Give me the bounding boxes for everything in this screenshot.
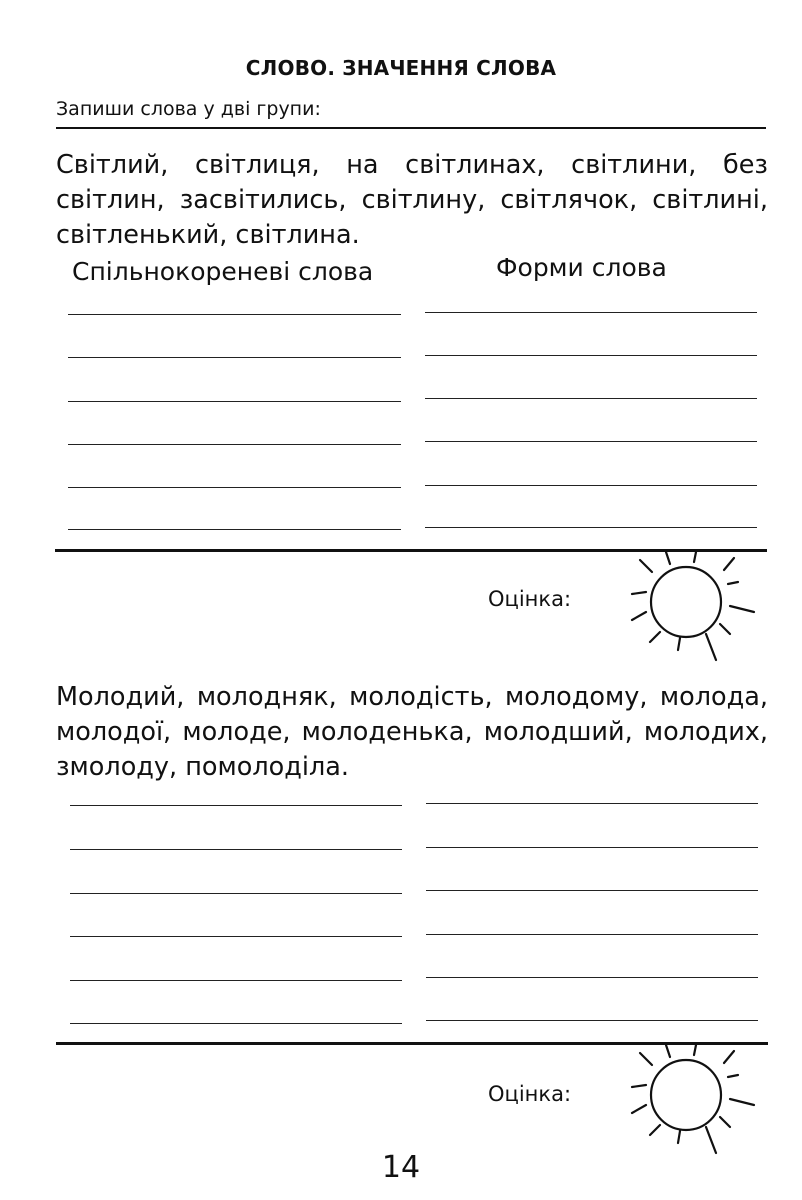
write-line[interactable]: [68, 529, 401, 530]
write-line[interactable]: [425, 527, 757, 528]
write-line[interactable]: [68, 357, 401, 358]
write-line[interactable]: [68, 314, 401, 315]
write-line[interactable]: [425, 441, 757, 442]
write-line[interactable]: [425, 398, 757, 399]
write-line[interactable]: [68, 401, 401, 402]
write-line[interactable]: [426, 934, 758, 935]
exercise1-words: Світлий, світлиця, на світлинах, світлини, без світлин, засвітились, світлину, світлячок, світлині, світленький, світлина.: [56, 150, 768, 250]
page-title: СЛОВО. ЗНАЧЕННЯ СЛОВА: [245, 56, 557, 80]
sun-icon: [624, 550, 764, 680]
write-line[interactable]: [70, 805, 402, 806]
write-line[interactable]: [70, 980, 402, 981]
grade-label: Оцінка:: [488, 1082, 572, 1106]
write-line[interactable]: [68, 444, 401, 445]
exercise1-col2-title: Форми слова: [496, 253, 667, 282]
page-number: 14: [381, 1150, 421, 1185]
write-line[interactable]: [425, 355, 757, 356]
write-line[interactable]: [70, 1023, 402, 1024]
write-line[interactable]: [425, 485, 757, 486]
instruction-underline: [56, 127, 766, 129]
exercise2-words: Молодий, молодняк, молодість, молодому, молода, молодої, молоде, молоденька, молодший, молодих, змолоду, помолоділа.: [56, 682, 768, 782]
write-line[interactable]: [426, 890, 758, 891]
write-line[interactable]: [68, 487, 401, 488]
write-line[interactable]: [70, 893, 402, 894]
write-line[interactable]: [425, 312, 757, 313]
instruction-text: Запиши слова у дві групи:: [56, 98, 321, 120]
write-line[interactable]: [70, 849, 402, 850]
write-line[interactable]: [426, 847, 758, 848]
write-line[interactable]: [426, 1020, 758, 1021]
write-line[interactable]: [70, 936, 402, 937]
write-line[interactable]: [426, 803, 758, 804]
grade-label: Оцінка:: [488, 587, 572, 611]
write-line[interactable]: [426, 977, 758, 978]
exercise1-col1-title: Спільнокореневі слова: [72, 257, 374, 286]
